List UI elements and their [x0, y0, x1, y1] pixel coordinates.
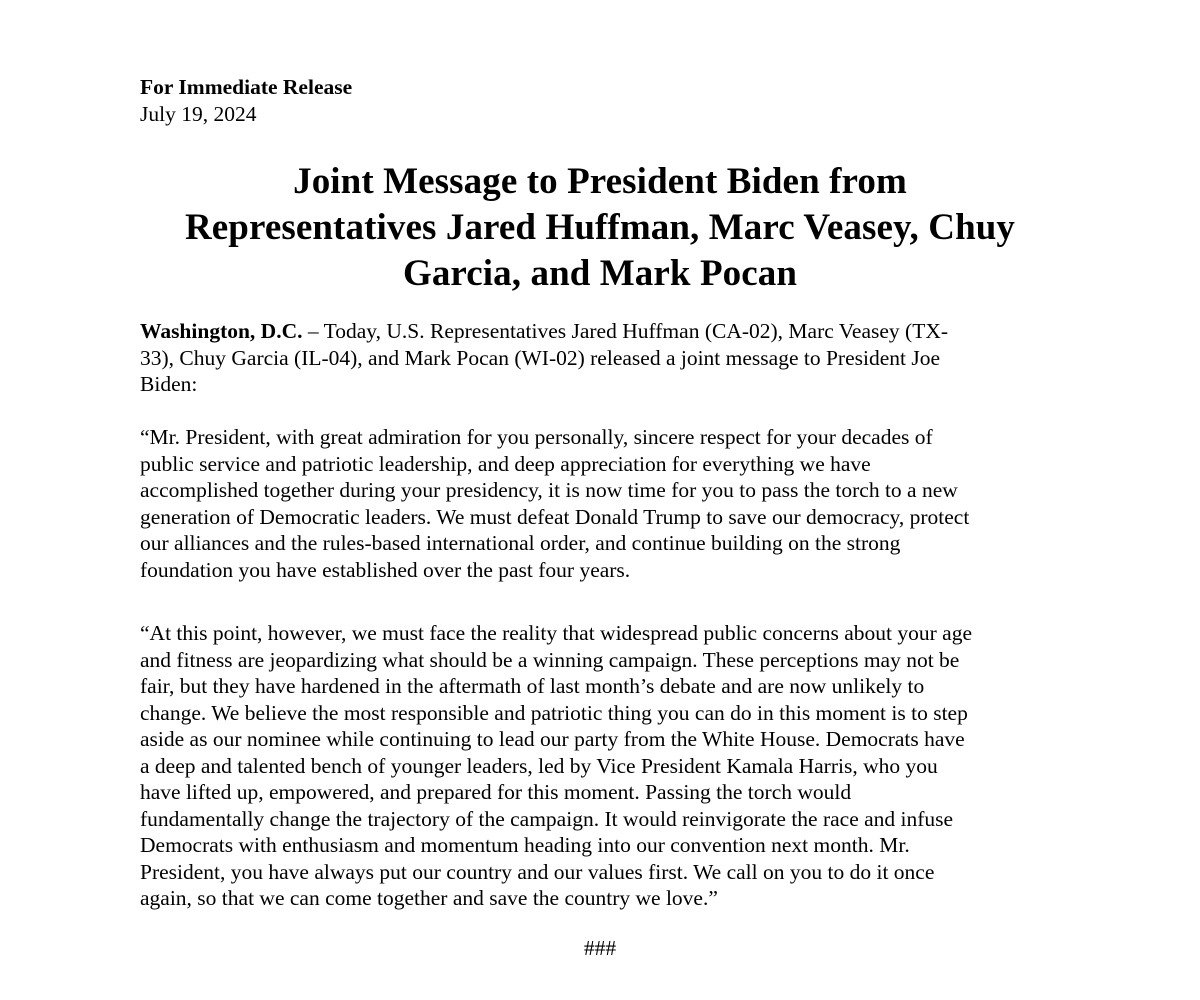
- paragraph-line: fair, but they have hardened in the aftermath of last month’s debate and are now unlikely to: [140, 674, 925, 698]
- paragraph-line: our alliances and the rules-based international order, and continue building on the strong: [140, 531, 901, 555]
- intro-line: [140, 318, 1070, 345]
- page-title: [100, 159, 1100, 297]
- intro-line-rest: – Today, U.S. Representatives Jared Huffman (CA-02), Marc Veasey (TX-: [302, 319, 949, 343]
- paragraph-line: public service and patriotic leadership, and deep appreciation for everything we have: [140, 451, 871, 476]
- paragraph-line: President, you have always put our country and our values first. We call on you to do it once: [140, 859, 935, 884]
- release-date: July 19, 2024: [140, 102, 257, 126]
- title-line: Joint Message to President Biden from: [293, 161, 907, 202]
- paragraph-line: a deep and talented bench of younger leaders, led by Vice President Kamala Harris, who you: [140, 753, 938, 778]
- paragraph-line: fundamentally change the trajectory of the campaign. It would reinvigorate the race and infuse: [140, 806, 954, 831]
- dateline: Washington, D.C.: [140, 319, 303, 343]
- end-mark: ###: [583, 936, 617, 960]
- title-line: Representatives Jared Huffman, Marc Veasey, Chuy: [184, 207, 1016, 248]
- quote-paragraph-2: [140, 620, 1070, 912]
- release-header: [140, 74, 352, 128]
- paragraph-line: “At this point, however, we must face the reality that widespread public concerns about your age: [140, 621, 972, 645]
- release-label: For Immediate Release: [140, 75, 353, 99]
- paragraph-line: accomplished together during your presidency, it is now time for you to pass the torch to a new: [140, 478, 958, 502]
- paragraph-line: again, so that we can come together and save the country we love.”: [140, 886, 718, 910]
- paragraph-line: generation of Democratic leaders. We must defeat Donald Trump to save our democracy, protect: [140, 504, 970, 529]
- quote-paragraph-1: [140, 424, 1070, 583]
- intro-line: Biden:: [140, 372, 198, 396]
- paragraph-line: “Mr. President, with great admiration for you personally, sincere respect for your decades of: [140, 425, 933, 449]
- intro-line: 33), Chuy Garcia (IL-04), and Mark Pocan (WI-02) released a joint message to President Joe: [140, 345, 941, 370]
- title-line: Garcia, and Mark Pocan: [402, 253, 798, 294]
- paragraph-line: foundation you have established over the past four years.: [140, 557, 631, 582]
- paragraph-line: aside as our nominee while continuing to lead our party from the White House. Democrats have: [140, 727, 965, 751]
- intro-paragraph: [140, 318, 1070, 398]
- paragraph-line: and fitness are jeopardizing what should be a winning campaign. These perceptions may not be: [140, 647, 960, 672]
- paragraph-line: Democrats with enthusiasm and momentum heading into our convention next month. Mr.: [140, 833, 910, 857]
- paragraph-line: have lifted up, empowered, and prepared for this moment. Passing the torch would: [140, 780, 852, 804]
- paragraph-line: change. We believe the most responsible and patriotic thing you can do in this moment is to step: [140, 700, 968, 725]
